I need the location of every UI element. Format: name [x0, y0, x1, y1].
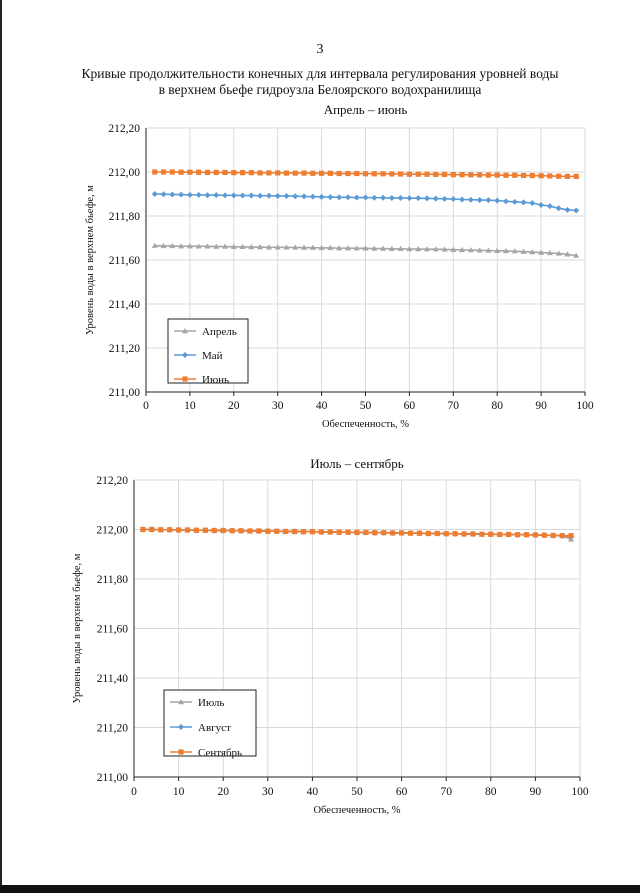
data-point — [265, 529, 270, 534]
data-point — [380, 171, 385, 176]
data-point — [149, 527, 154, 532]
data-point — [310, 171, 315, 176]
data-point — [433, 196, 439, 202]
data-point — [214, 170, 219, 175]
data-point — [196, 192, 202, 198]
data-point — [221, 528, 226, 533]
y-tick-label: 212,00 — [108, 167, 140, 179]
data-point — [506, 532, 511, 537]
legend-label: Август — [198, 722, 231, 734]
data-point — [238, 528, 243, 533]
data-point — [424, 172, 429, 177]
data-point — [547, 203, 553, 209]
page-number: 3 — [316, 42, 324, 57]
data-point — [275, 193, 281, 199]
data-point — [328, 529, 333, 534]
data-point — [336, 194, 342, 200]
chart-title: Июль – сентябрь — [310, 456, 404, 471]
data-point — [390, 530, 395, 535]
data-point — [433, 172, 438, 177]
data-point — [380, 195, 386, 201]
data-point — [515, 532, 520, 537]
document-title-line-2: в верхнем бьефе гидроузла Белоярского водохранилища — [158, 82, 482, 97]
x-tick-label: 60 — [403, 400, 416, 412]
data-point — [301, 171, 306, 176]
y-tick-label: 211,80 — [108, 211, 140, 223]
data-point — [161, 169, 166, 174]
data-point — [328, 171, 333, 176]
data-point — [538, 202, 544, 208]
data-point — [222, 170, 227, 175]
data-point — [247, 528, 252, 533]
data-point — [521, 173, 526, 178]
document-title-line-1: Кривые продолжительности конечных для интервала регулирования уровней воды — [81, 66, 559, 81]
y-tick-label: 211,20 — [96, 722, 128, 735]
data-point — [503, 198, 509, 204]
data-point — [568, 533, 573, 538]
data-point — [363, 195, 369, 201]
chart-april-june-svg — [0, 102, 640, 442]
data-point — [372, 530, 377, 535]
data-point — [275, 170, 280, 175]
data-point — [196, 170, 201, 175]
x-tick-label: 10 — [172, 786, 185, 798]
x-tick-label: 10 — [184, 400, 196, 412]
data-point — [371, 195, 377, 201]
data-point — [503, 173, 508, 178]
data-point — [560, 533, 565, 538]
x-tick-label: 90 — [529, 786, 542, 798]
data-point — [407, 172, 412, 177]
data-point — [398, 171, 403, 176]
data-point — [179, 170, 184, 175]
data-point — [187, 170, 192, 175]
data-point — [230, 528, 235, 533]
y-tick-label: 212,20 — [96, 475, 128, 487]
data-point — [542, 533, 547, 538]
data-point — [354, 171, 359, 176]
x-tick-label: 40 — [306, 786, 319, 798]
data-point — [354, 195, 360, 201]
data-point — [248, 193, 254, 199]
data-point — [258, 170, 263, 175]
data-point — [442, 172, 447, 177]
y-tick-label: 211,20 — [108, 343, 140, 355]
x-tick-label: 70 — [440, 786, 452, 798]
x-tick-label: 70 — [447, 400, 460, 412]
data-point — [187, 192, 193, 198]
data-point — [524, 532, 529, 537]
data-point — [556, 205, 562, 211]
data-point — [574, 174, 579, 179]
data-point — [477, 172, 482, 177]
data-point — [319, 529, 324, 534]
data-point — [495, 172, 500, 177]
data-point — [461, 531, 466, 536]
data-point — [310, 529, 315, 534]
data-point — [345, 530, 350, 535]
data-point — [363, 171, 368, 176]
data-point — [426, 531, 431, 536]
chart-april-june — [0, 102, 640, 442]
data-point — [406, 195, 412, 201]
data-point — [479, 532, 484, 537]
data-point — [170, 169, 175, 174]
data-point — [345, 194, 351, 200]
data-point — [459, 172, 464, 177]
data-point — [417, 531, 422, 536]
data-point — [435, 531, 440, 536]
data-point — [240, 170, 245, 175]
data-point — [415, 195, 421, 201]
data-point — [468, 197, 474, 203]
data-point — [204, 192, 210, 198]
y-tick-label: 211,40 — [96, 673, 128, 685]
data-point — [424, 195, 430, 201]
x-tick-label: 30 — [271, 400, 284, 412]
data-point — [178, 192, 184, 198]
y-tick-label: 211,60 — [96, 623, 128, 636]
data-point — [319, 194, 325, 200]
data-point — [257, 193, 263, 199]
data-point — [283, 529, 288, 534]
data-point — [381, 530, 386, 535]
data-point — [470, 531, 475, 536]
legend-marker — [178, 749, 183, 754]
data-point — [231, 170, 236, 175]
data-point — [453, 531, 458, 536]
y-tick-label: 211,00 — [96, 772, 128, 784]
x-tick-label: 20 — [217, 786, 229, 798]
data-point — [194, 528, 199, 533]
data-point — [283, 193, 289, 199]
chart-july-september-svg — [0, 456, 640, 826]
y-tick-label: 211,40 — [108, 299, 140, 311]
x-tick-label: 100 — [571, 786, 589, 798]
x-tick-label: 50 — [359, 400, 372, 412]
data-point — [565, 174, 570, 179]
data-point — [494, 198, 500, 204]
data-point — [416, 172, 421, 177]
y-axis-label: Уровень воды в верхнем бьефе, м — [85, 185, 96, 335]
data-point — [337, 530, 342, 535]
data-point — [292, 193, 298, 199]
data-point — [284, 171, 289, 176]
legend-marker — [182, 376, 187, 381]
data-point — [222, 192, 228, 198]
data-point — [161, 191, 167, 197]
data-point — [533, 532, 538, 537]
data-point — [512, 173, 517, 178]
data-point — [468, 172, 473, 177]
chart-legend — [164, 690, 256, 759]
x-tick-label: 50 — [351, 786, 363, 798]
data-point — [573, 208, 579, 214]
data-point — [310, 194, 316, 200]
data-point — [485, 197, 491, 203]
data-point — [158, 527, 163, 532]
data-point — [530, 173, 535, 178]
data-point — [398, 195, 404, 201]
data-point — [327, 194, 333, 200]
data-point — [203, 528, 208, 533]
data-point — [205, 170, 210, 175]
data-point — [363, 530, 368, 535]
data-point — [345, 171, 350, 176]
y-tick-label: 211,80 — [96, 574, 128, 586]
y-axis-label: Уровень воды в верхнем бьефе, м — [72, 553, 83, 704]
data-point — [529, 200, 535, 206]
data-point — [451, 172, 456, 177]
y-tick-label: 212,20 — [108, 123, 140, 135]
data-point — [488, 532, 493, 537]
data-point — [176, 527, 181, 532]
legend-label: Апрель — [202, 326, 237, 338]
data-point — [301, 529, 306, 534]
data-point — [408, 531, 413, 536]
data-point — [477, 197, 483, 203]
x-tick-label: 30 — [262, 786, 274, 798]
data-point — [256, 528, 261, 533]
data-point — [521, 199, 527, 205]
data-point — [442, 196, 448, 202]
chart-title: Апрель – июнь — [323, 102, 408, 117]
x-tick-label: 0 — [131, 786, 137, 798]
data-point — [249, 170, 254, 175]
data-point — [266, 170, 271, 175]
data-point — [152, 169, 157, 174]
y-tick-label: 211,00 — [108, 387, 140, 399]
y-tick-label: 211,60 — [108, 255, 140, 267]
data-point — [301, 193, 307, 199]
x-tick-label: 20 — [228, 400, 240, 412]
data-point — [547, 173, 552, 178]
data-point — [551, 533, 556, 538]
legend-label: Июнь — [202, 374, 230, 386]
x-tick-label: 80 — [491, 400, 503, 412]
data-point — [337, 171, 342, 176]
data-point — [459, 197, 465, 203]
data-point — [152, 191, 158, 197]
x-tick-label: 0 — [143, 400, 149, 412]
data-point — [293, 171, 298, 176]
x-axis-label: Обеспеченность, % — [313, 805, 401, 816]
data-point — [444, 531, 449, 536]
data-point — [564, 207, 570, 213]
data-point — [169, 191, 175, 197]
x-tick-label: 80 — [485, 786, 497, 798]
data-point — [167, 527, 172, 532]
data-point — [354, 530, 359, 535]
data-point — [389, 171, 394, 176]
x-tick-label: 90 — [535, 400, 547, 412]
x-axis-label: Обеспеченность, % — [321, 419, 410, 430]
data-point — [450, 196, 456, 202]
data-point — [486, 172, 491, 177]
data-point — [372, 171, 377, 176]
data-point — [399, 530, 404, 535]
data-point — [213, 192, 219, 198]
x-tick-label: 40 — [315, 400, 328, 412]
scan-edge-bottom — [0, 885, 640, 893]
data-point — [212, 528, 217, 533]
x-tick-label: 100 — [576, 400, 594, 412]
legend-label: Сентябрь — [198, 747, 243, 759]
data-point — [266, 193, 272, 199]
data-point — [497, 532, 502, 537]
data-point — [292, 529, 297, 534]
legend-label: Июль — [198, 697, 225, 709]
data-point — [556, 174, 561, 179]
data-point — [274, 529, 279, 534]
y-tick-label: 212,00 — [96, 524, 128, 537]
data-point — [389, 195, 395, 201]
data-point — [539, 173, 544, 178]
document-title — [0, 66, 640, 98]
data-point — [140, 527, 145, 532]
chart-july-september — [0, 456, 640, 826]
x-tick-label: 60 — [395, 786, 408, 798]
data-point — [512, 199, 518, 205]
data-point — [231, 192, 237, 198]
chart-legend — [168, 319, 248, 386]
data-point — [319, 171, 324, 176]
data-point — [240, 193, 246, 199]
legend-label: Май — [202, 350, 223, 362]
data-point — [185, 527, 190, 532]
